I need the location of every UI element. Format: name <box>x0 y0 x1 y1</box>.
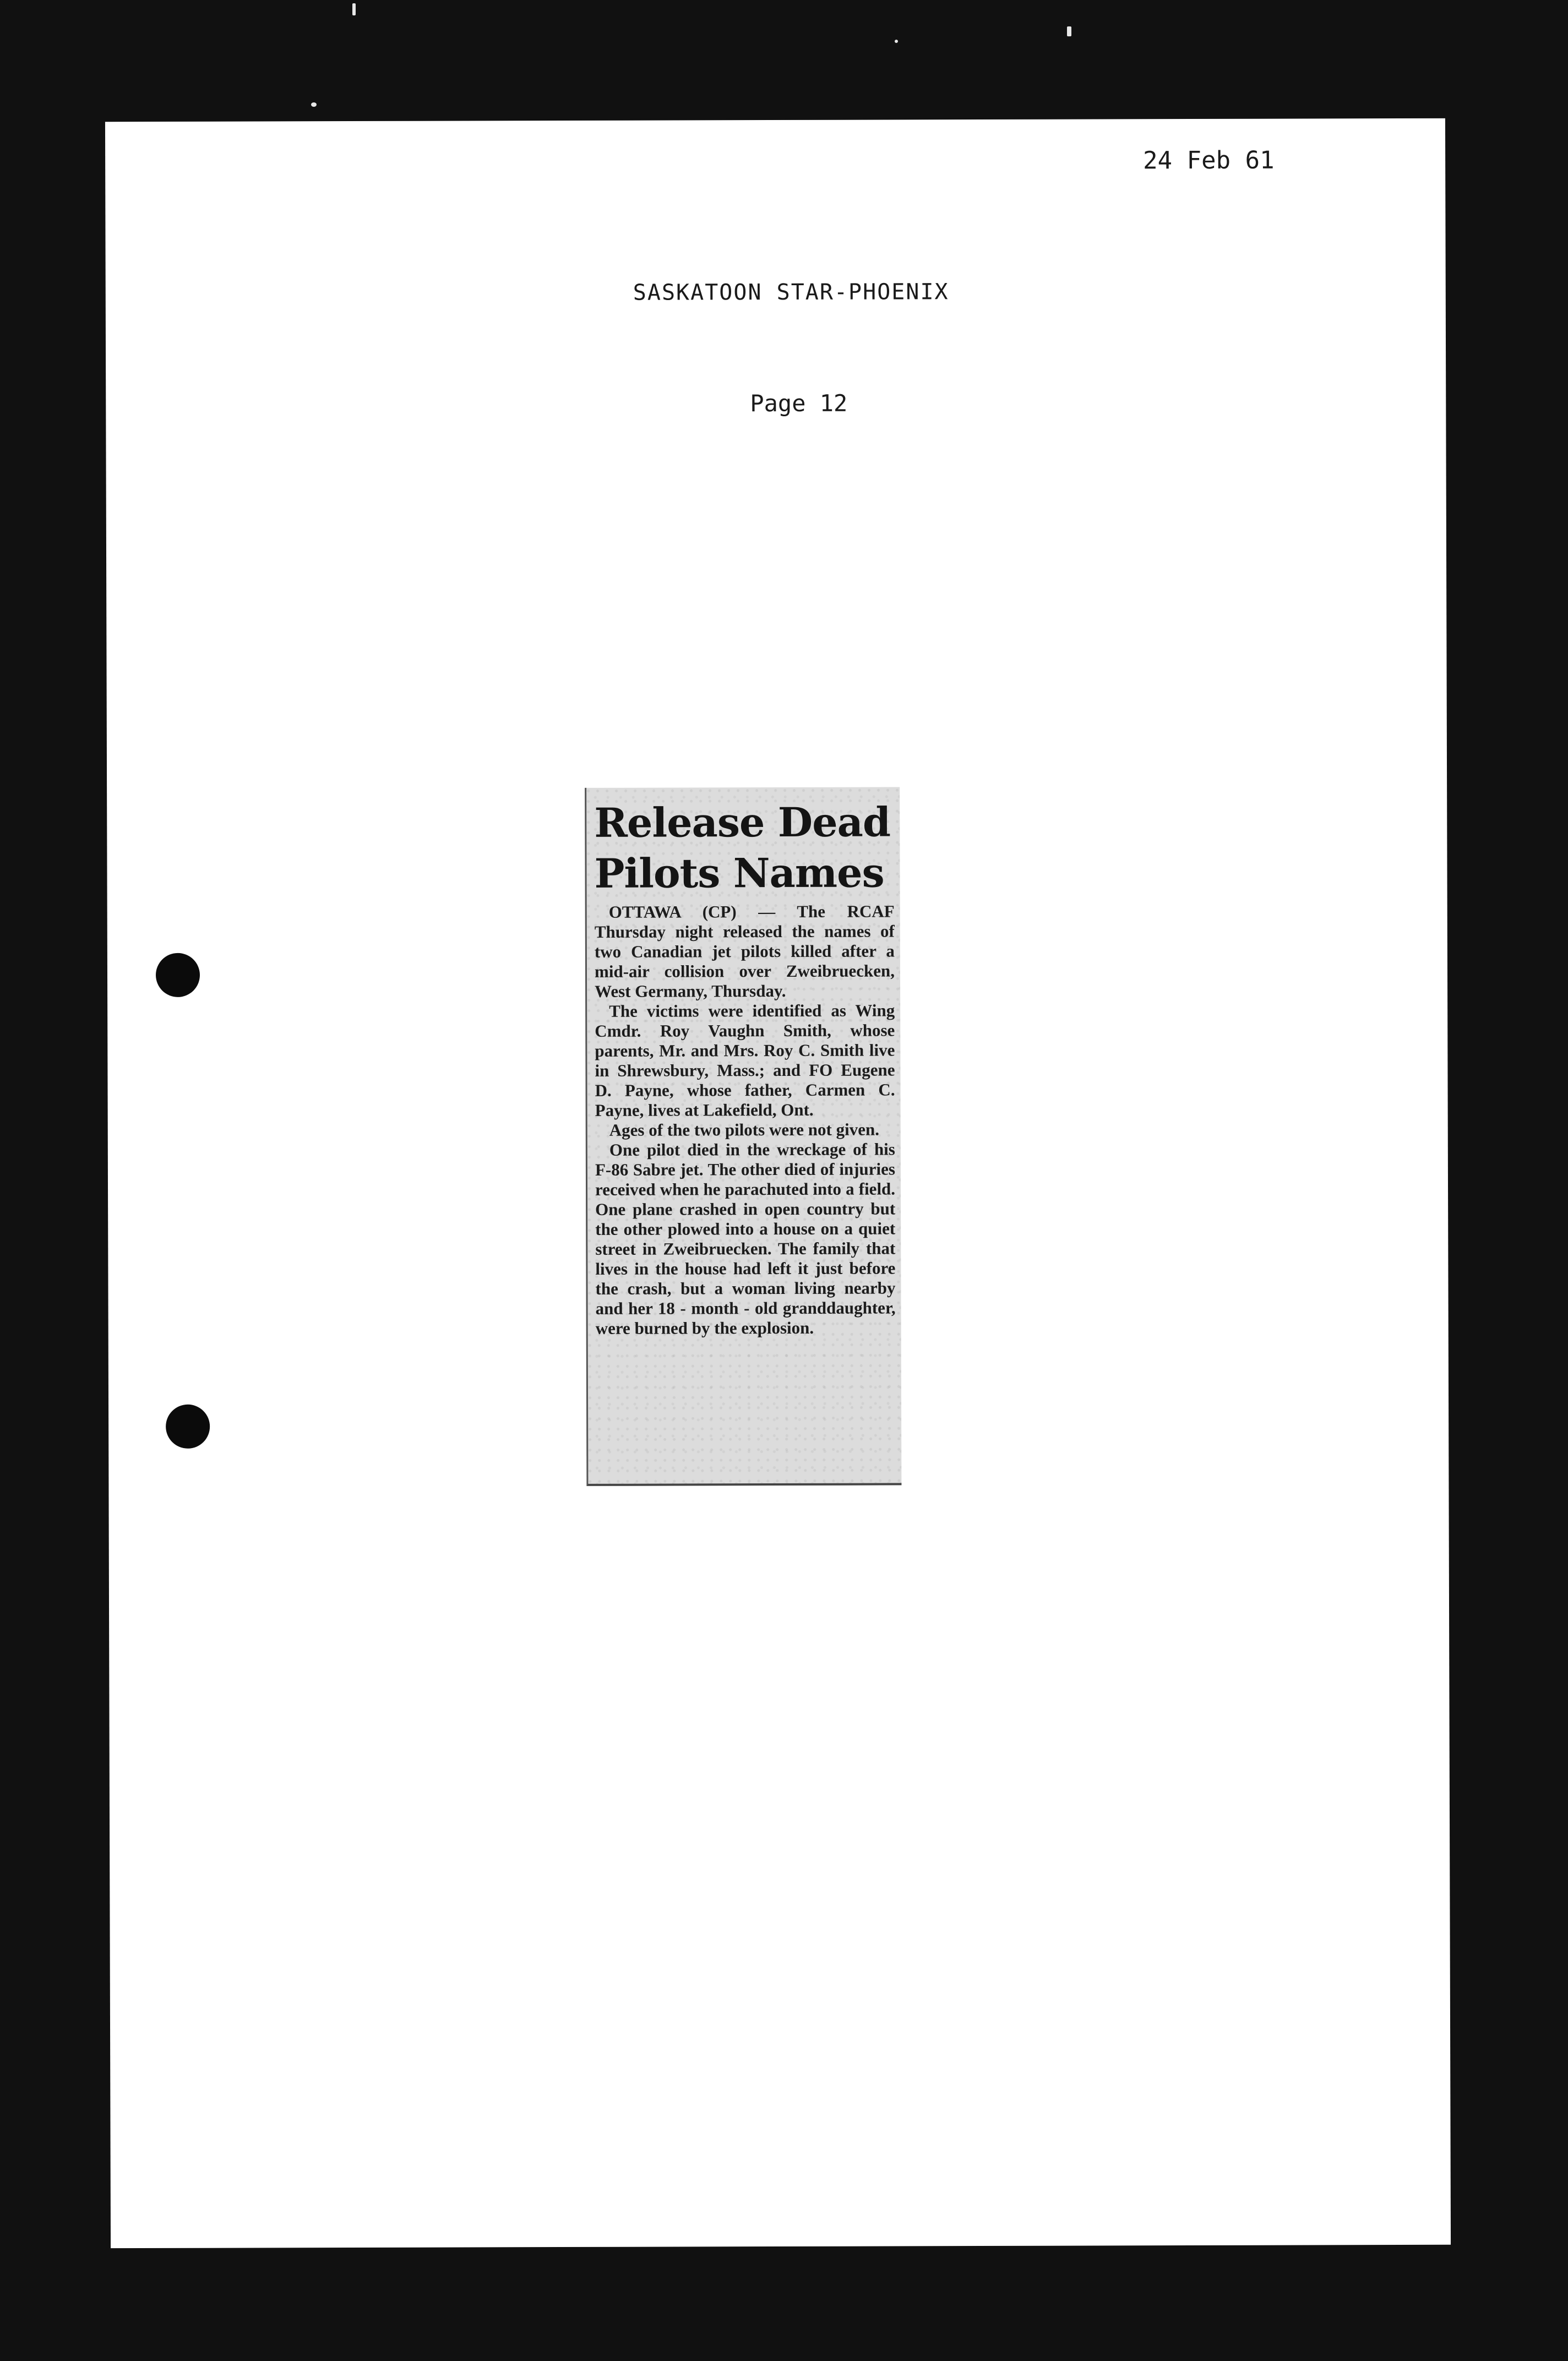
scan-speck <box>1067 26 1071 36</box>
page-number-label: Page 12 <box>750 389 848 417</box>
document-sheet <box>105 118 1451 2248</box>
punch-hole-top <box>156 953 200 997</box>
clipping-paragraph: The victims were identified as Wing Cmdr. Roy Vaughn Smith, whose parents, Mr. and Mrs. Roy C. Smith live in Shrewsbury, Mass.; and FO Eugene D. Payne, whose father, Carmen C. Payne, lives at Lakefield, Ont. <box>595 1000 895 1120</box>
scan-speck <box>352 3 356 15</box>
clipping-headline: Release Dead Pilots Names <box>594 798 891 897</box>
clipping-paragraph: One pilot died in the wreckage of his F-86 Sabre jet. The other died of injuries received when he parachuted into a field. One plane crashed in open country but the other plowed into a house on a quiet street in Zweibruecken. The family that lives in the house had left it just before the crash, but a woman living nearby and her 18 - month - old granddaughter, were burned by the explosion. <box>595 1139 896 1338</box>
scan-speck <box>311 102 317 107</box>
clipping-paragraph: Ages of the two pilots were not given. <box>609 1119 879 1140</box>
newspaper-clipping <box>585 787 901 1486</box>
clipping-paragraph: OTTAWA (CP) — The RCAF Thursday night released the names of two Canadian jet pilots killed after a mid-air collision over Zweibruecken, West Germany, Thursday. <box>594 901 895 1001</box>
publication-name: SASKATOON STAR-PHOENIX <box>633 279 949 306</box>
scan-speck <box>895 40 898 43</box>
punch-hole-bottom <box>166 1405 210 1449</box>
date-stamp: 24 Feb 61 <box>1143 146 1275 175</box>
